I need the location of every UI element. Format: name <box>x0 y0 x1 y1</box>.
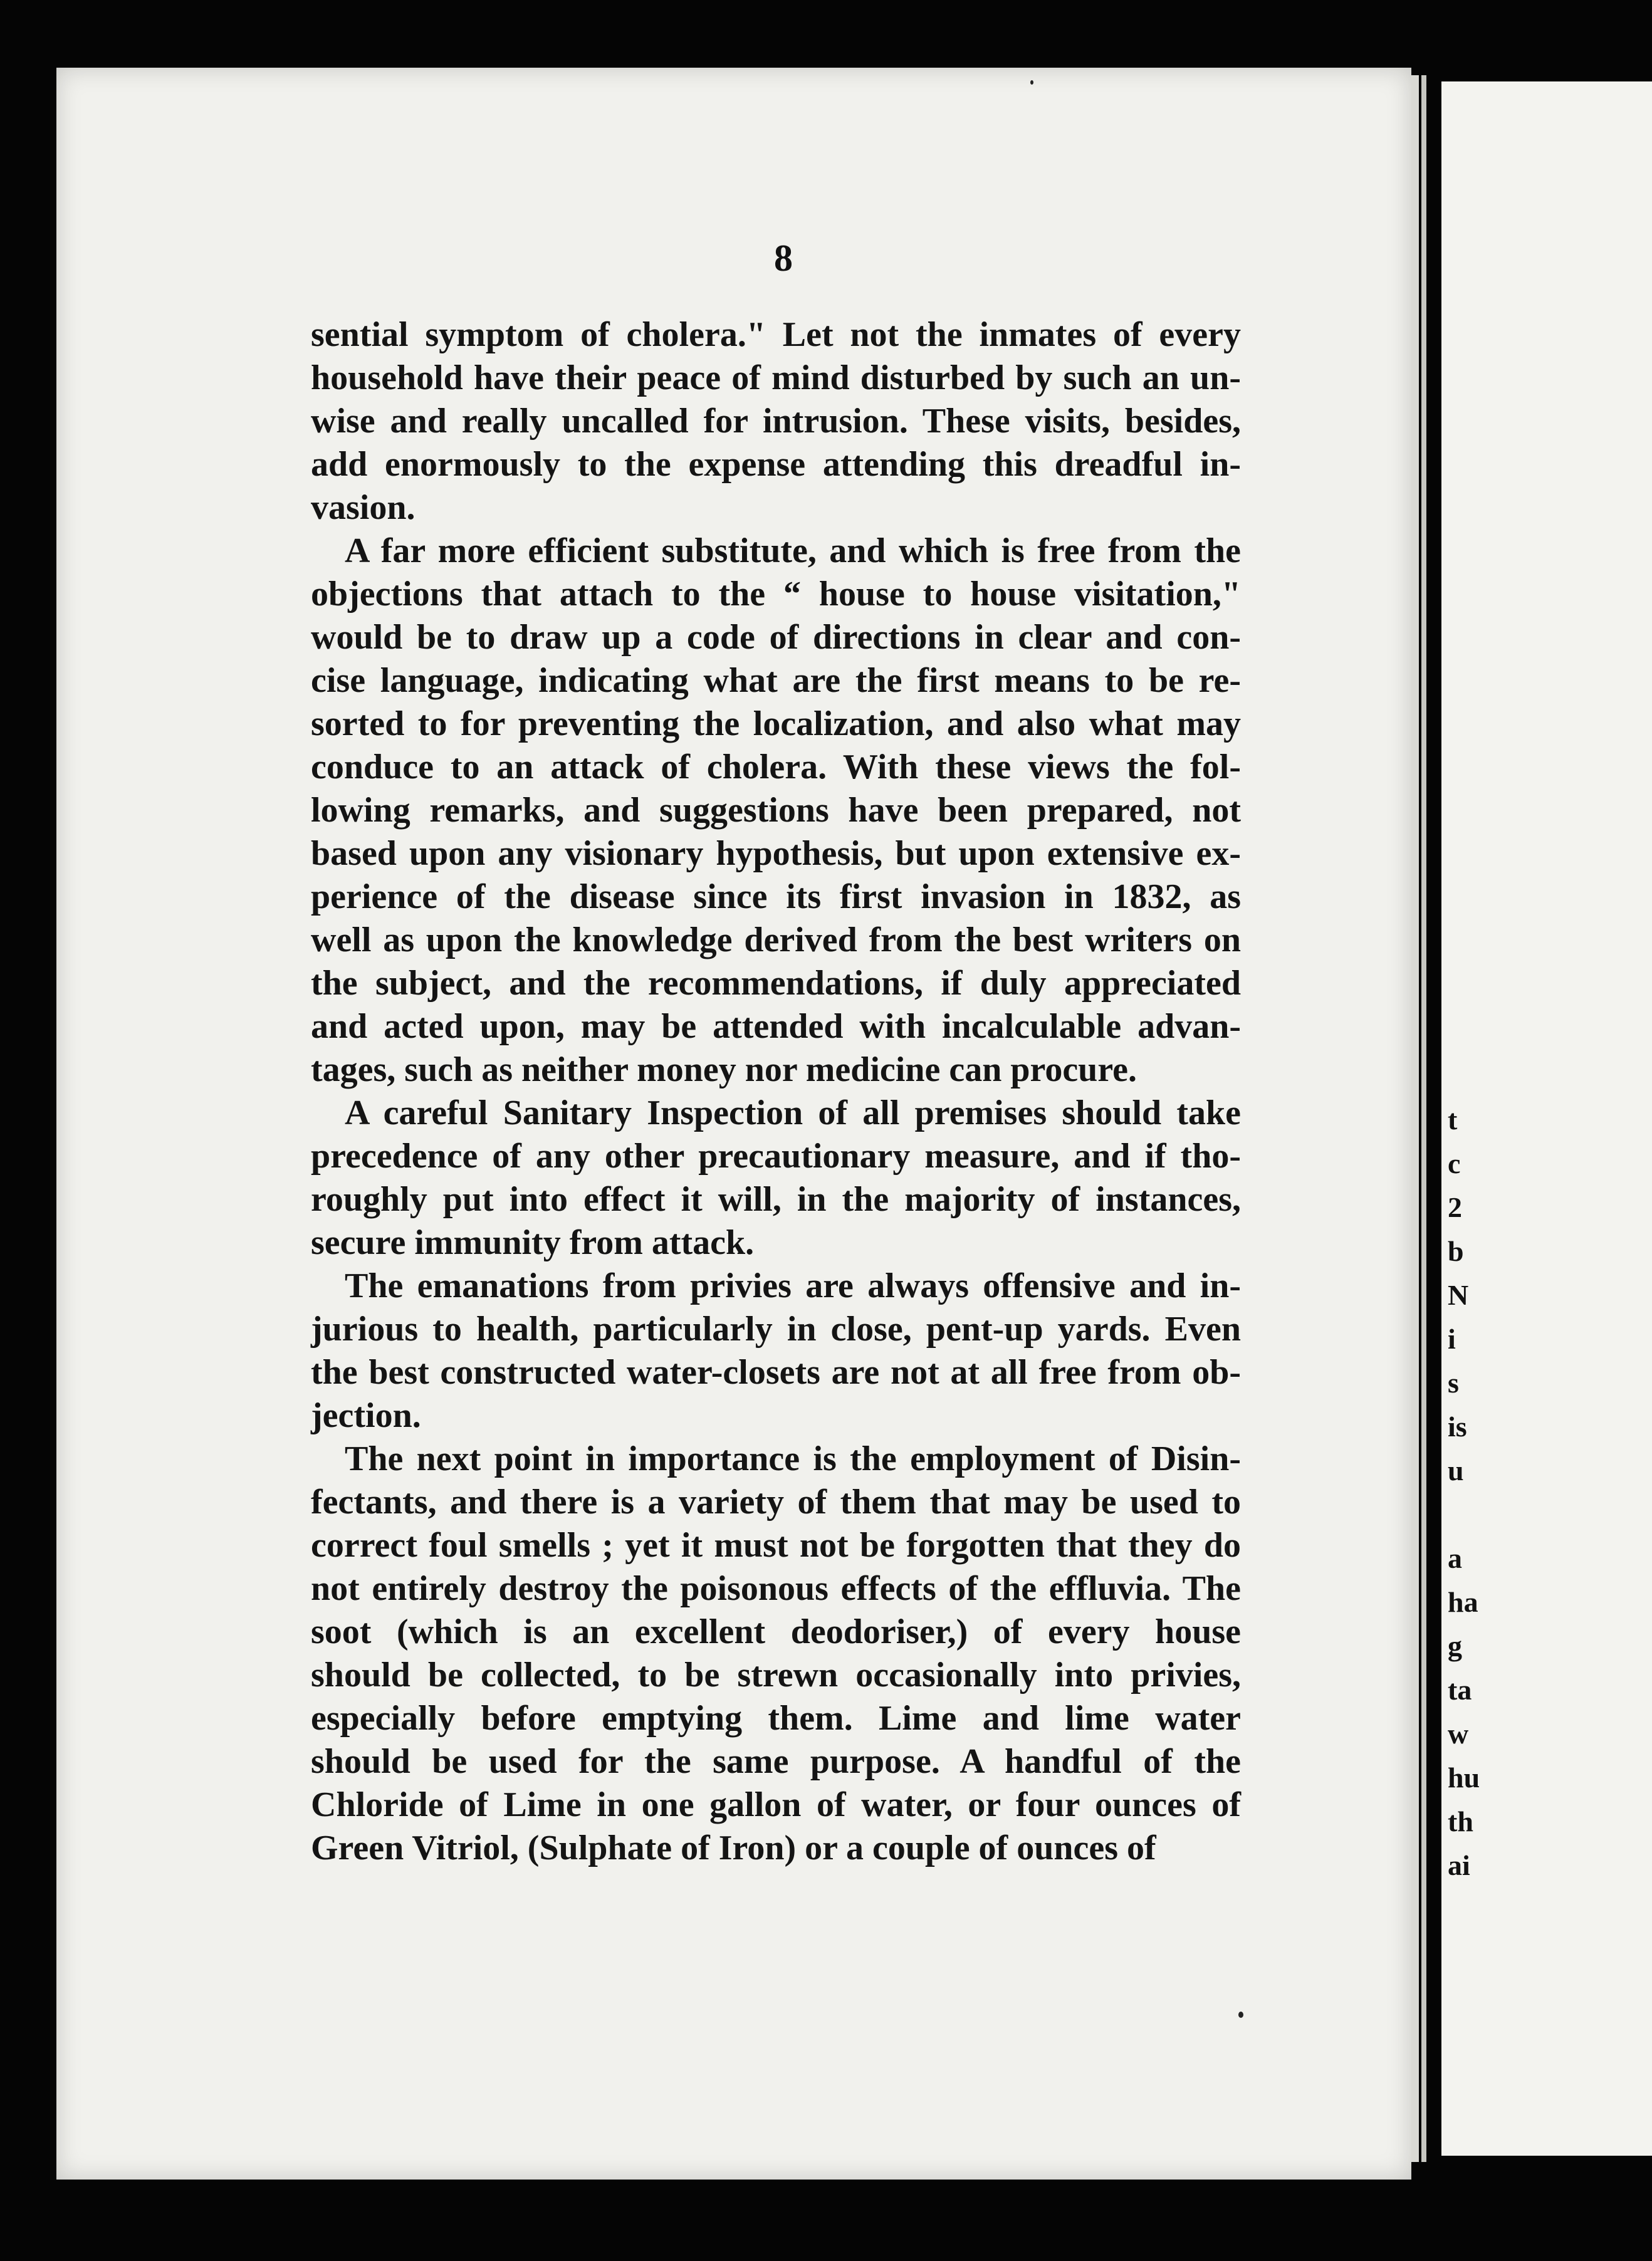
text-line: soot (which is an excellent deodoriser,) of every house <box>311 1612 1241 1651</box>
text-line: perience of the disease since its first invasion in 1832, as <box>311 877 1241 916</box>
text-line: and acted upon, may be attended with incalculable advan- <box>311 1007 1241 1046</box>
text-line: roughly put into effect it will, in the majority of instances, <box>311 1180 1241 1219</box>
text-line: lowing remarks, and suggestions have been prepared, not <box>311 791 1241 830</box>
text-line: The emanations from privies are always offensive and in- <box>345 1266 1241 1305</box>
text-line: Chloride of Lime in one gallon of water, or four ounces of <box>311 1785 1241 1824</box>
adjacent-letter: g <box>1448 1630 1462 1662</box>
text-line: Green Vitriol, (Sulphate of Iron) or a couple of ounces of <box>311 1829 1156 1867</box>
text-line: precedence of any other precautionary measure, and if tho- <box>311 1137 1241 1176</box>
paragraph <box>311 1265 1241 1438</box>
page-edge <box>1411 75 1419 2162</box>
text-line: based upon any visionary hypothesis, but upon extensive ex- <box>311 834 1241 873</box>
text-line: would be to draw up a code of directions in clear and con- <box>311 618 1241 657</box>
adjacent-letter: c <box>1448 1147 1461 1179</box>
text-line: well as upon the knowledge derived from the best writers on <box>311 921 1241 959</box>
text-line: vasion. <box>311 488 416 527</box>
text-line: the subject, and the recommendations, if duly appreciated <box>311 964 1241 1003</box>
page-edge-shadow <box>1421 75 1426 2162</box>
text-line: household have their peace of mind disturbed by such an un- <box>311 358 1241 397</box>
text-line: not entirely destroy the poisonous effects of the effluvia. The <box>311 1569 1241 1608</box>
page-number: 8 <box>774 238 793 279</box>
adjacent-letter: b <box>1448 1235 1464 1267</box>
paragraph <box>311 530 1241 1092</box>
adjacent-letter: hu <box>1448 1762 1480 1794</box>
adjacent-letter: s <box>1448 1367 1459 1399</box>
text-line: conduce to an attack of cholera. With these views the fol- <box>311 748 1241 786</box>
adjacent-letter: ha <box>1448 1586 1478 1618</box>
text-line: fectants, and there is a variety of them that may be used to <box>311 1483 1241 1522</box>
text-line: jection. <box>311 1396 421 1435</box>
ink-speck <box>1238 2012 1243 2018</box>
text-line: secure immunity from attack. <box>311 1223 755 1262</box>
text-line: tages, such as neither money nor medicine can procure. <box>311 1050 1137 1089</box>
adjacent-letter: 2 <box>1448 1191 1462 1223</box>
text-line: A far more efficient substitute, and which is free from the <box>345 531 1241 570</box>
text-line: especially before emptying them. Lime and lime water <box>311 1699 1241 1738</box>
adjacent-letter: th <box>1448 1805 1473 1837</box>
paragraph <box>311 1092 1241 1265</box>
text-line: jurious to health, particularly in close, pent-up yards. Even <box>311 1310 1241 1349</box>
adjacent-page <box>1441 81 1652 2156</box>
adjacent-letter: t <box>1448 1104 1458 1136</box>
text-line: should be collected, to be strewn occasionally into privies, <box>311 1656 1241 1694</box>
text-line: sential symptom of cholera." Let not the inmates of every <box>311 315 1241 354</box>
text-line: A careful Sanitary Inspection of all premises should take <box>345 1094 1241 1132</box>
text-line: sorted to for preventing the localization, and also what may <box>311 704 1241 743</box>
adjacent-letter: u <box>1448 1454 1464 1486</box>
ink-speck <box>1030 80 1033 85</box>
text-line: should be used for the same purpose. A handful of the <box>311 1742 1241 1781</box>
text-line: add enormously to the expense attending this dreadful in- <box>311 445 1241 484</box>
paragraph <box>311 313 1241 530</box>
text-line: cise language, indicating what are the first means to be re- <box>311 661 1241 700</box>
adjacent-letter: w <box>1448 1718 1469 1750</box>
text-line: objections that attach to the “ house to house visitation," <box>311 575 1241 614</box>
adjacent-letter: a <box>1448 1542 1462 1574</box>
adjacent-letter: is <box>1448 1411 1467 1443</box>
adjacent-letter: ta <box>1448 1674 1472 1706</box>
adjacent-letter: N <box>1448 1279 1469 1311</box>
text-line: wise and really uncalled for intrusion. These visits, besides, <box>311 402 1241 441</box>
paragraph <box>311 1438 1241 1870</box>
adjacent-letter: ai <box>1448 1849 1470 1881</box>
body-text <box>311 313 1241 1870</box>
adjacent-letter: i <box>1448 1323 1456 1355</box>
text-line: the best constructed water-closets are not at all free from ob- <box>311 1353 1241 1392</box>
text-line: The next point in importance is the employment of Disin- <box>345 1439 1241 1478</box>
text-line: correct foul smells ; yet it must not be forgotten that they do <box>311 1526 1241 1565</box>
